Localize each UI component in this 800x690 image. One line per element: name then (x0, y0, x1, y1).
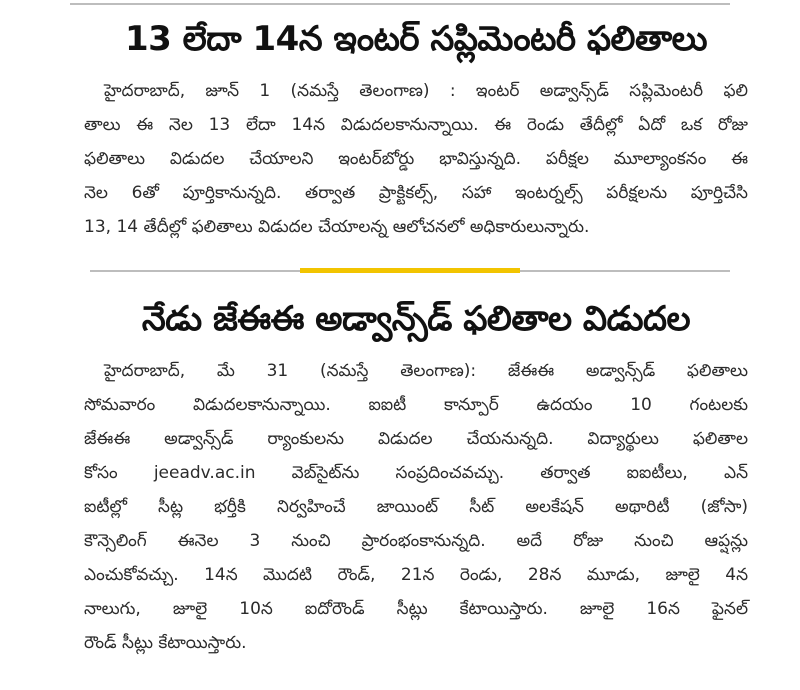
article-body-line: నాలుగు, జూలై 10న ఐదోరౌండ్ సీట్లు కేటాయిస్తారు. జూలై 16న ఫైనల్ (84, 599, 748, 619)
article-body-line: హైదరాబాద్, మే 31 (నమస్తే తెలంగాణ): జేఈఈ అడ్వాన్స్‌డ్ ఫలితాలు (104, 361, 748, 381)
section-divider (90, 268, 730, 274)
article-body-line: రౌండ్ సీట్లు కేటాయిస్తారు. (84, 633, 247, 653)
article-body-line: సోమవారం విడుదలకానున్నాయి. ఐఐటీ కాన్పూర్ ఉదయం 10 గంటలకు (84, 395, 748, 415)
section-divider-accent (300, 268, 520, 273)
article-inter-supplementary-results (84, 14, 748, 244)
article-body-line: 13, 14 తేదీల్లో ఫలితాలు విడుదల చేయాలన్న ఆలోచనలో అధికారులున్నారు. (84, 217, 590, 237)
article-body-line: ఎంచుకోవచ్చు. 14న మొదటి రౌండ్, 21న రెండు, 28న మూడు, జూలై 4న (84, 565, 748, 585)
article-body-line: జేఈఈ అడ్వాన్స్‌డ్ ర్యాంకులను విడుదల చేయనున్నది. విద్యార్థులు ఫలితాల (84, 429, 748, 449)
article-headline: 13 లేదా 14న ఇంటర్ సప్లిమెంటరీ ఫలితాలు (124, 19, 707, 59)
article-headline: నేడు జేఈఈ అడ్వాన్స్‌డ్ ఫలితాల విడుదల (141, 299, 691, 339)
article-body (84, 74, 748, 244)
article-body-line: హైదరాబాద్, జూన్ 1 (నమస్తే తెలంగాణ) : ఇంటర్ అడ్వాన్స్‌డ్ సప్లిమెంటరీ ఫలి (104, 81, 748, 101)
article-body-line: తాలు ఈ నెల 13 లేదా 14న విడుదలకానున్నాయి. ఈ రెండు తేదీల్లో ఏదో ఒక రోజు (84, 115, 748, 135)
article-body-line: కోసం jeeadv.ac.in వెబ్‌సైట్‌ను సంప్రదించవచ్చు. తర్వాత ఐఐటీలు, ఎన్ (84, 463, 748, 483)
article-jee-advanced-results (84, 294, 748, 660)
article-body-line: ఐటీల్లో సీట్ల భర్తీకి నిర్వహించే జాయింట్ సీట్ అలకేషన్ అథారిటీ (జోసా) (84, 497, 748, 517)
article-body-line: కౌన్సెలింగ్ ఈనెల 3 నుంచి ప్రారంభంకానున్నది. అదే రోజు నుంచి ఆప్షన్లు (84, 531, 748, 551)
top-divider-line (70, 3, 730, 5)
article-body (84, 354, 748, 660)
top-divider (0, 0, 800, 8)
article-body-line: ఫలితాలు విడుదల చేయాలని ఇంటర్‌బోర్డు భావిస్తున్నది. పరీక్షల మూల్యాంకనం ఈ (84, 149, 748, 169)
article-body-line: నెల 6తో పూర్తికానున్నది. తర్వాత ప్రాక్టికల్స్, సహా ఇంటర్నల్స్ పరీక్షలను పూర్తిచేసి (84, 183, 748, 203)
